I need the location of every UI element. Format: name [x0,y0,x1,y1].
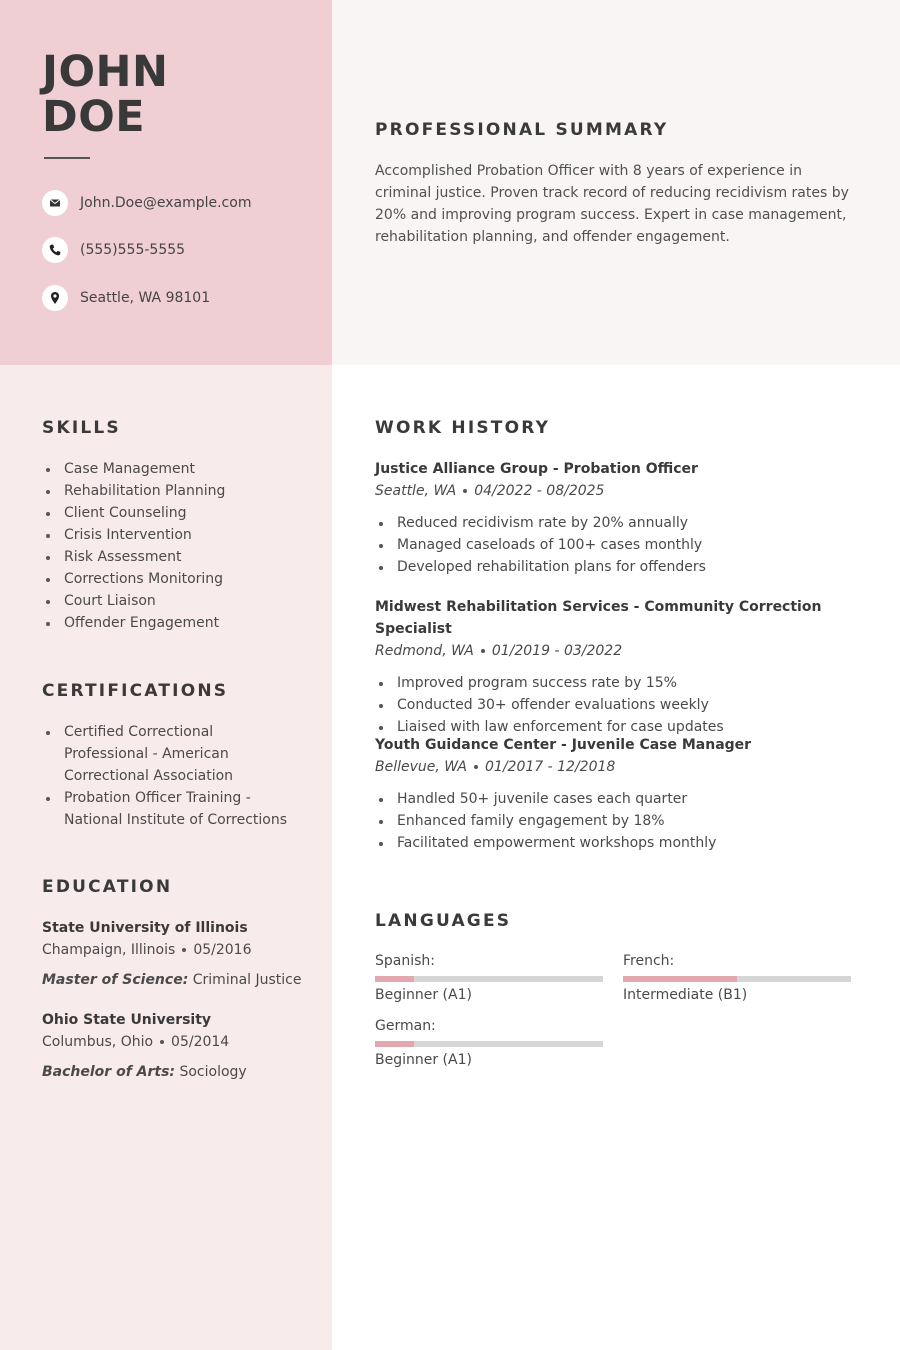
proficiency-bar [623,976,851,982]
proficiency-fill [375,1041,414,1047]
languages-heading: LANGUAGES [375,911,512,931]
language-name: French: [623,953,675,969]
first-name: JOHN [42,47,169,97]
job-bullets [375,512,865,578]
envelope-icon [42,190,68,216]
list-item: Risk Assessment [42,546,312,568]
list-item: Facilitated empowerment workshops monthly [375,832,865,854]
list-item: Improved program success rate by 15% [375,672,865,694]
contact-location [42,285,210,311]
list-item: Conducted 30+ offender evaluations weekly [375,694,865,716]
list-item: Certified Correctional Professional - American Correctional Association [42,721,297,787]
list-item: Rehabilitation Planning [42,480,312,502]
job-title: Youth Guidance Center - Juvenile Case Manager [375,737,752,753]
language-item [375,951,603,1005]
contact-email [42,190,251,216]
list-item: Court Liaison [42,590,312,612]
candidate-name [42,47,169,142]
list-item: Managed caseloads of 100+ cases monthly [375,534,865,556]
phone-icon [42,237,68,263]
job-entry [375,734,865,854]
map-pin-icon [42,285,68,311]
school-meta: Columbus, Ohio 05/2014 [42,1034,230,1050]
job-entry [375,458,865,578]
language-name: Spanish: [375,953,435,969]
skills-list [42,458,312,634]
job-bullets [375,788,865,854]
list-item: Corrections Monitoring [42,568,312,590]
job-title: Midwest Rehabilitation Services - Community Correction Specialist [375,599,822,637]
list-item: Enhanced family engagement by 18% [375,810,865,832]
language-level: Beginner (A1) [375,1052,472,1068]
list-item: Reduced recidivism rate by 20% annually [375,512,865,534]
certifications-heading: CERTIFICATIONS [42,681,229,701]
job-entry [375,596,865,738]
school-name: State University of Illinois [42,920,248,936]
name-divider [44,157,90,159]
list-item: Case Management [42,458,312,480]
language-level: Intermediate (B1) [623,987,748,1003]
proficiency-bar [375,976,603,982]
list-item: Crisis Intervention [42,524,312,546]
language-item [375,1016,603,1070]
school-name: Ohio State University [42,1012,212,1028]
job-meta: Redmond, WA 01/2019 - 03/2022 [375,643,623,659]
phone-text: (555)555-5555 [80,242,186,258]
summary-text: Accomplished Probation Officer with 8 years of experience in criminal justice. Proven track record of reducing recidivism rates by 20% and improving program success. Expert in case management, rehabilitation planning, and offender engagement. [375,163,849,245]
proficiency-fill [375,976,414,982]
list-item: Probation Officer Training - National Institute of Corrections [42,787,297,831]
job-title: Justice Alliance Group - Probation Officer [375,461,698,477]
degree: Bachelor of Arts: Sociology [42,1064,247,1080]
language-name: German: [375,1018,436,1034]
job-bullets [375,672,865,738]
proficiency-fill [623,976,737,982]
job-meta: Bellevue, WA 01/2017 - 12/2018 [375,759,616,775]
list-item: Client Counseling [42,502,312,524]
list-item: Liaised with law enforcement for case updates [375,716,865,738]
school-meta: Champaign, Illinois 05/2016 [42,942,252,958]
list-item: Offender Engagement [42,612,312,634]
list-item: Developed rehabilitation plans for offenders [375,556,865,578]
language-item [623,951,851,1005]
education-heading: EDUCATION [42,877,173,897]
location-text: Seattle, WA 98101 [80,290,211,306]
summary-heading: PROFESSIONAL SUMMARY [375,120,669,140]
work-history-heading: WORK HISTORY [375,418,551,438]
education-entry [42,1009,322,1083]
last-name: DOE [42,92,146,142]
degree: Master of Science: Criminal Justice [42,972,302,988]
contact-phone [42,237,185,263]
skills-heading: SKILLS [42,418,121,438]
education-entry [42,917,322,991]
job-meta: Seattle, WA 04/2022 - 08/2025 [375,483,605,499]
proficiency-bar [375,1041,603,1047]
email-text: John.Doe@example.com [80,195,252,211]
language-level: Beginner (A1) [375,987,472,1003]
list-item: Handled 50+ juvenile cases each quarter [375,788,865,810]
certifications-list [42,721,297,831]
